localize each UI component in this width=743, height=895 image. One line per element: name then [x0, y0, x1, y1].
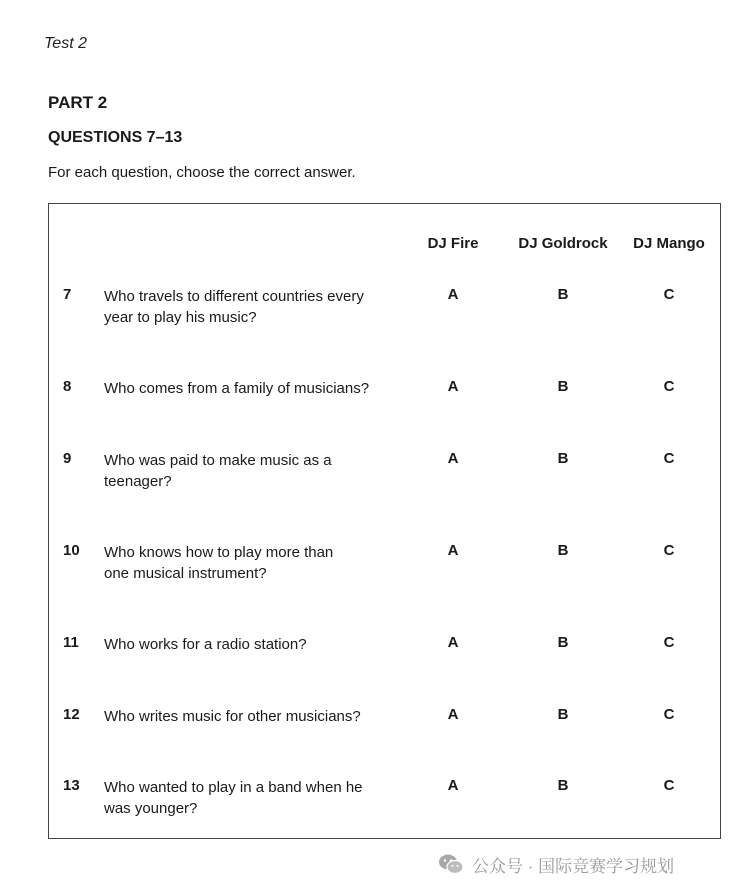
questions-title: QUESTIONS 7–13 [48, 129, 183, 146]
question-number: 11 [63, 634, 79, 651]
option-b[interactable]: B [557, 378, 569, 395]
option-b[interactable]: B [557, 634, 569, 651]
question-number: 13 [63, 777, 80, 794]
option-a[interactable]: A [447, 706, 459, 723]
instruction-text: For each question, choose the correct answer. [48, 164, 356, 181]
option-a[interactable]: A [447, 542, 459, 559]
question-text: Who works for a radio station? [104, 636, 307, 653]
option-a[interactable]: A [447, 378, 459, 395]
question-row-11 [0, 634, 743, 684]
option-b[interactable]: B [557, 777, 569, 794]
option-c[interactable]: C [663, 706, 675, 723]
option-b[interactable]: B [557, 286, 569, 303]
option-a[interactable]: A [447, 450, 459, 467]
question-text: Who comes from a family of musicians? [104, 380, 370, 397]
test-label: Test 2 [44, 35, 87, 52]
question-number: 7 [63, 286, 72, 303]
option-c[interactable]: C [663, 777, 675, 794]
column-header-dj-goldrock: DJ Goldrock [518, 235, 608, 252]
question-row-12 [0, 706, 743, 756]
question-row-9 [0, 450, 743, 500]
part-title: PART 2 [48, 93, 108, 112]
question-number: 12 [63, 706, 80, 723]
question-row-13 [0, 777, 743, 827]
watermark [438, 852, 674, 876]
question-row-7 [0, 286, 743, 336]
question-text: Who was paid to make music as a teenager? [104, 452, 332, 490]
question-number: 10 [63, 542, 80, 559]
question-text: Who travels to different countries every year to play his music? [104, 288, 364, 326]
option-b[interactable]: B [557, 450, 569, 467]
question-text: Who wanted to play in a band when he was younger? [104, 779, 363, 817]
option-c[interactable]: C [663, 286, 675, 303]
question-number: 9 [63, 450, 72, 467]
option-b[interactable]: B [557, 706, 569, 723]
question-row-10 [0, 542, 743, 592]
question-number: 8 [63, 378, 72, 395]
wechat-icon [438, 853, 464, 875]
option-a[interactable]: A [447, 286, 459, 303]
question-text: Who writes music for other musicians? [104, 708, 361, 725]
option-a[interactable]: A [447, 777, 459, 794]
watermark-text: 公众号 · 国际竞赛学习规划 [472, 856, 675, 876]
column-header-dj-mango: DJ Mango [633, 235, 705, 252]
question-text: Who knows how to play more than one musical instrument? [104, 544, 334, 582]
option-c[interactable]: C [663, 542, 675, 559]
option-c[interactable]: C [663, 450, 675, 467]
option-c[interactable]: C [663, 634, 675, 651]
column-header-dj-fire: DJ Fire [427, 235, 479, 252]
option-a[interactable]: A [447, 634, 459, 651]
question-row-8 [0, 378, 743, 428]
option-c[interactable]: C [663, 378, 675, 395]
option-b[interactable]: B [557, 542, 569, 559]
